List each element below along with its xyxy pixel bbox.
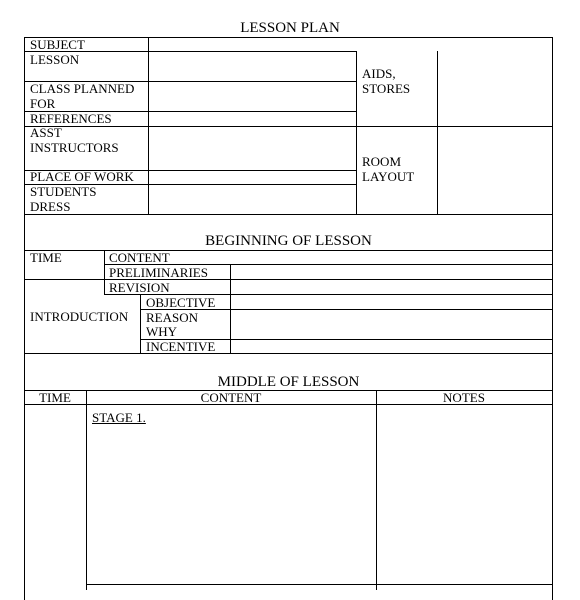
row-line — [86, 584, 553, 585]
preliminaries-field[interactable] — [231, 265, 552, 279]
subject-field[interactable] — [149, 38, 552, 51]
references-field[interactable] — [149, 112, 356, 126]
room-layout-field[interactable] — [438, 127, 552, 214]
asst-instructors-field[interactable] — [149, 127, 356, 170]
class-planned-label: CLASS PLANNED — [30, 81, 135, 96]
lesson-label: LESSON — [30, 52, 80, 67]
why-label: WHY — [146, 324, 178, 339]
objective-field[interactable] — [231, 295, 552, 309]
page-title: LESSON PLAN — [240, 20, 340, 36]
place-of-work-field[interactable] — [149, 171, 356, 184]
asst-label: ASST — [30, 125, 62, 140]
room-label: ROOM — [362, 154, 402, 169]
middle-time-field[interactable] — [25, 405, 86, 600]
beginning-time-label: TIME — [30, 250, 62, 265]
beginning-content-label: CONTENT — [109, 250, 170, 265]
class-planned-field[interactable] — [149, 82, 356, 111]
middle-notes-field[interactable] — [377, 405, 552, 584]
middle-content-field[interactable] — [87, 428, 376, 584]
row-line — [24, 214, 553, 215]
revision-label: REVISION — [109, 280, 170, 295]
middle-content-label: CONTENT — [200, 390, 262, 405]
col-line — [140, 294, 141, 354]
col-line — [104, 250, 105, 295]
col-line — [356, 51, 357, 215]
subject-label: SUBJECT — [30, 37, 85, 52]
outer-right-border — [552, 37, 553, 600]
references-label: REFERENCES — [30, 111, 112, 126]
aids-label-2: STORES — [362, 81, 411, 96]
reason-label: REASON — [146, 310, 199, 325]
students-label-2: DRESS — [30, 199, 71, 214]
introduction-label: INTRODUCTION — [30, 309, 129, 324]
reason-why-field[interactable] — [231, 310, 552, 339]
lesson-field[interactable] — [149, 52, 356, 81]
room-label-2: LAYOUT — [362, 169, 415, 184]
aids-stores-field[interactable] — [438, 52, 552, 126]
asst-label-2: INSTRUCTORS — [30, 140, 119, 155]
aids-label: AIDS, — [362, 66, 396, 81]
middle-title: MIDDLE OF LESSON — [217, 374, 360, 390]
beginning-title: BEGINNING OF LESSON — [205, 233, 372, 249]
class-planned-label-2: FOR — [30, 96, 56, 111]
students-label: STUDENTS — [30, 184, 97, 199]
middle-notes-label: NOTES — [443, 390, 485, 405]
students-dress-field[interactable] — [149, 185, 356, 214]
objective-label: OBJECTIVE — [146, 295, 216, 310]
row-line — [24, 353, 553, 354]
incentive-label: INCENTIVE — [146, 339, 216, 354]
place-of-work-label: PLACE OF WORK — [30, 169, 134, 184]
stage-1-heading: STAGE 1. — [92, 410, 146, 425]
incentive-field[interactable] — [231, 340, 552, 353]
preliminaries-label: PRELIMINARIES — [109, 265, 208, 280]
revision-field[interactable] — [231, 280, 552, 294]
middle-time-label: TIME — [39, 390, 71, 405]
